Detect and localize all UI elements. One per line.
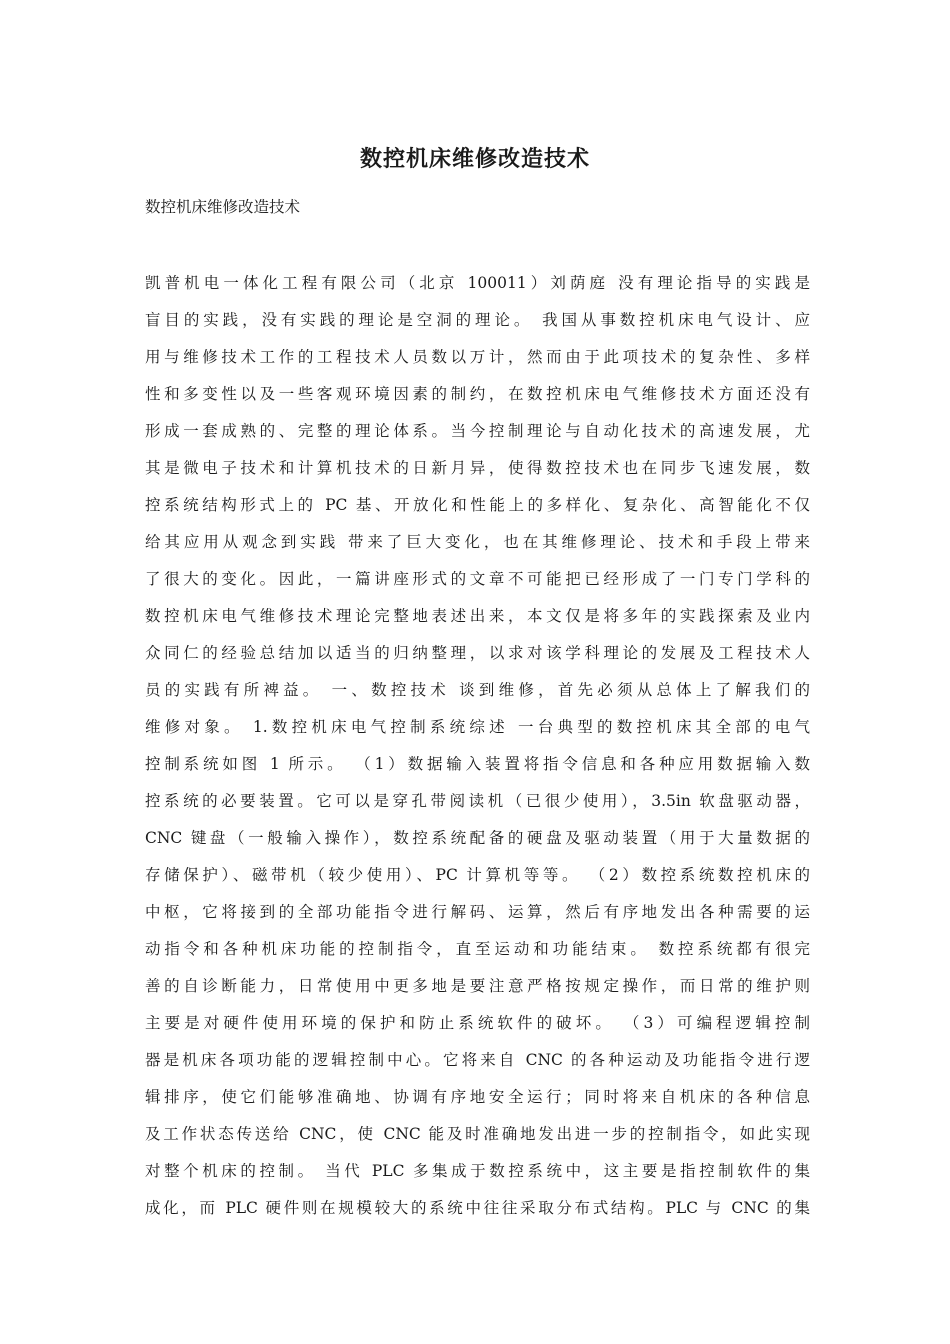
document-title: 数控机床维修改造技术 bbox=[359, 146, 590, 172]
body-line: 控系统结构形式上的 PC 基、开放化和性能上的多样化、复杂化、高智能化不仅 bbox=[145, 496, 810, 514]
document-subtitle: 数控机床维修改造技术 bbox=[145, 198, 301, 216]
body-line: CNC 键盘（一般输入操作），数控系统配备的硬盘及驱动装置（用于大量数据的 bbox=[145, 829, 810, 847]
body-line: 控系统的必要装置。它可以是穿孔带阅读机（已很少使用），3.5in 软盘驱动器， bbox=[145, 792, 810, 810]
document-body bbox=[145, 268, 810, 1230]
body-line: 凯普机电一体化工程有限公司（北京 100011）刘荫庭 没有理论指导的实践是 bbox=[145, 274, 810, 292]
body-line: 了很大的变化。因此，一篇讲座形式的文章不可能把已经形成了一门专门学科的 bbox=[145, 570, 810, 588]
body-line: 控制系统如图 1 所示。 （1）数据输入装置将指令信息和各种应用数据输入数 bbox=[145, 755, 810, 773]
body-line: 性和多变性以及一些客观环境因素的制约，在数控机床电气维修技术方面还没有 bbox=[145, 385, 810, 403]
body-line: 用与维修技术工作的工程技术人员数以万计，然而由于此项技术的复杂性、多样 bbox=[145, 348, 810, 366]
body-line: 器是机床各项功能的逻辑控制中心。它将来自 CNC 的各种运动及功能指令进行逻 bbox=[145, 1051, 810, 1069]
body-line: 数控机床电气维修技术理论完整地表述出来，本文仅是将多年的实践探索及业内 bbox=[145, 607, 810, 625]
body-line: 维修对象。 1.数控机床电气控制系统综述 一台典型的数控机床其全部的电气 bbox=[145, 718, 810, 736]
body-line: 动指令和各种机床功能的控制指令，直至运动和功能结束。 数控系统都有很完 bbox=[145, 940, 810, 958]
body-line: 辑排序，使它们能够准确地、协调有序地安全运行；同时将来自机床的各种信息 bbox=[145, 1088, 810, 1106]
body-line: 主要是对硬件使用环境的保护和防止系统软件的破坏。 （3）可编程逻辑控制 bbox=[145, 1014, 810, 1032]
body-line: 众同仁的经验总结加以适当的归纳整理，以求对该学科理论的发展及工程技术人 bbox=[145, 644, 810, 662]
body-line: 善的自诊断能力，日常使用中更多地是要注意严格按规定操作，而日常的维护则 bbox=[145, 977, 810, 995]
body-line: 形成一套成熟的、完整的理论体系。当今控制理论与自动化技术的高速发展，尤 bbox=[145, 422, 810, 440]
body-line: 成化，而 PLC 硬件则在规模较大的系统中往往采取分布式结构。PLC 与 CNC 的集 bbox=[145, 1199, 810, 1217]
body-line: 盲目的实践，没有实践的理论是空洞的理论。 我国从事数控机床电气设计、应 bbox=[145, 311, 810, 329]
body-line: 对整个机床的控制。 当代 PLC 多集成于数控系统中，这主要是指控制软件的集 bbox=[145, 1162, 810, 1180]
body-line: 给其应用从观念到实践 带来了巨大变化，也在其维修理论、技术和手段上带来 bbox=[145, 533, 810, 551]
body-line: 中枢，它将接到的全部功能指令进行解码、运算，然后有序地发出各种需要的运 bbox=[145, 903, 810, 921]
body-line: 及工作状态传送给 CNC，使 CNC 能及时准确地发出进一步的控制指令，如此实现 bbox=[145, 1125, 810, 1143]
body-line: 员的实践有所裨益。 一、数控技术 谈到维修，首先必须从总体上了解我们的 bbox=[145, 681, 810, 699]
body-line: 其是微电子技术和计算机技术的日新月异，使得数控技术也在同步飞速发展，数 bbox=[145, 459, 810, 477]
body-line: 存储保护）、磁带机（较少使用）、PC 计算机等等。 （2）数控系统数控机床的 bbox=[145, 866, 810, 884]
